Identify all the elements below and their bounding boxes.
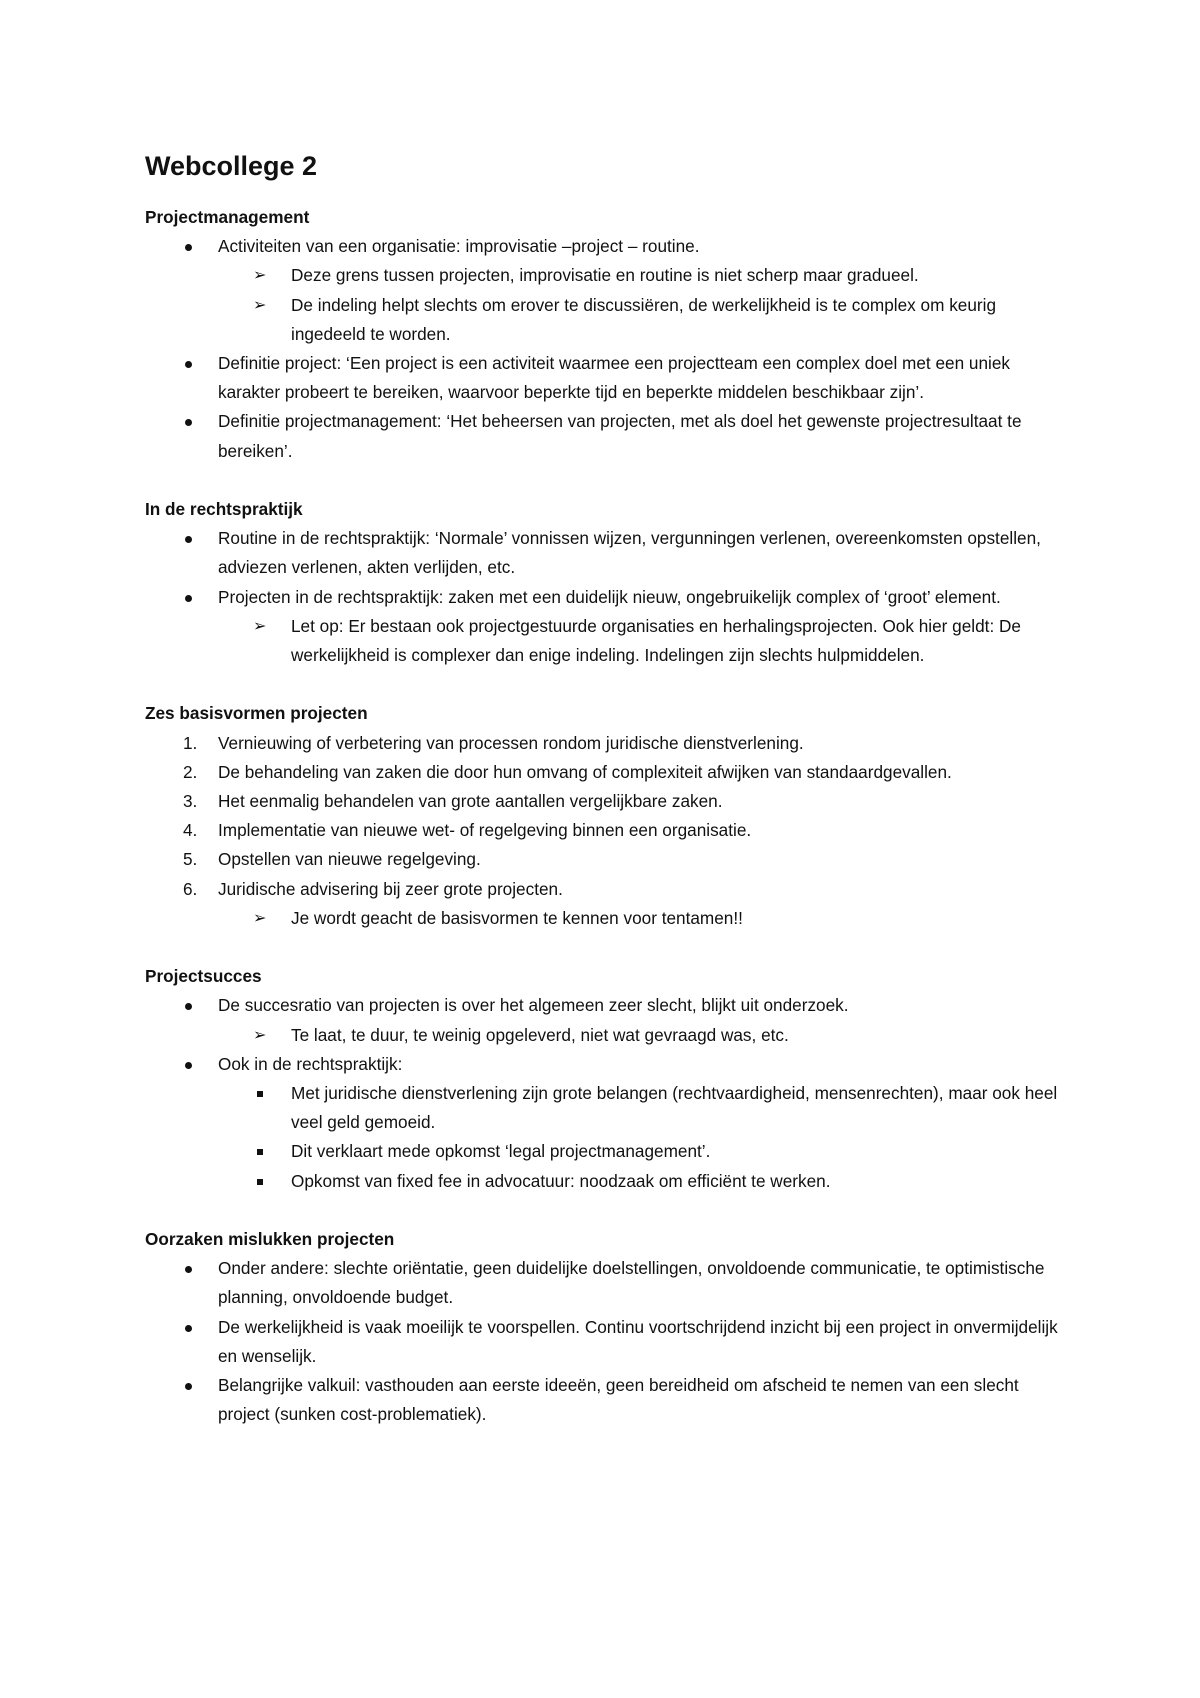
section-heading: Projectmanagement [145, 207, 310, 227]
list-item [145, 845, 1065, 874]
list-item-text: Vernieuwing of verbetering van processen rondom juridische dienstverlening. [218, 732, 804, 753]
list-item-text: Juridische advisering bij zeer grote projecten. [218, 878, 563, 899]
section-heading: Zes basisvormen projecten [145, 703, 368, 724]
list-number: 2. [183, 761, 198, 782]
list-item [145, 583, 1065, 612]
item-list [145, 524, 1065, 670]
section [145, 699, 1065, 933]
section-heading: Projectsucces [145, 966, 262, 987]
list-item-text: De indeling helpt slechts om erover te discussiëren, de werkelijkheid is te complex om keurig ingedeeld te worden. [291, 294, 997, 344]
list-item [145, 407, 1065, 465]
item-list [145, 1254, 1065, 1429]
list-item-text: Met juridische dienstverlening zijn grote belangen (rechtvaardigheid, mensenrechten), maar ook heel veel geld gemoeid. [291, 1083, 1058, 1133]
list-item-text: Definitie project: ‘Een project is een activiteit waarmee een projectteam een complex doel met een uniek karakter probeert te bereiken, waarvoor beperkte tijd en beperkte middelen beschikbaar zijn’. [218, 353, 1011, 403]
list-item [145, 1137, 1065, 1166]
arrow-bullet-icon: ➢ [253, 267, 267, 285]
list-number: 1. [183, 732, 198, 753]
list-number: 6. [183, 878, 198, 899]
list-item [145, 1254, 1065, 1312]
section-heading: Oorzaken mislukken projecten [145, 1229, 395, 1250]
list-number: 5. [183, 849, 198, 870]
list-item [145, 232, 1065, 261]
list-item [145, 875, 1065, 904]
list-item-text: De succesratio van projecten is over het algemeen zeer slecht, blijkt uit onderzoek. [218, 995, 849, 1016]
list-item-text: Onder andere: slechte oriëntatie, geen duidelijke doelstellingen, onvoldoende communicatie, te optimistische planning, onvoldoende budget. [218, 1258, 1045, 1308]
list-item-text: Belangrijke valkuil: vasthouden aan eerste ideeën, geen bereidheid om afscheid te nemen van een slecht project (sunken cost-problematiek). [218, 1375, 1019, 1425]
list-item [145, 787, 1065, 816]
section [145, 203, 1065, 466]
list-item-text: Let op: Er bestaan ook projectgestuurde organisaties en herhalingsprojecten. Ook hier geldt: De werkelijkheid is complexer dan enige indeling. Indelingen zijn slechts hulpmiddelen. [291, 615, 1021, 666]
list-item-text: Implementatie van nieuwe wet- of regelgeving binnen een organisatie. [218, 820, 752, 841]
list-item [145, 991, 1065, 1020]
item-list [145, 232, 1065, 466]
list-item [145, 612, 1065, 670]
arrow-bullet-icon: ➢ [253, 617, 267, 635]
list-item-text: Opkomst van fixed fee in advocatuur: noodzaak om efficiënt te werken. [291, 1170, 831, 1191]
list-item [145, 904, 1065, 933]
list-item [145, 1079, 1065, 1137]
section [145, 495, 1065, 670]
list-item-text: Activiteiten van een organisatie: improvisatie –project – routine. [218, 236, 700, 257]
list-item-text: De behandeling van zaken die door hun omvang of complexiteit afwijken van standaardgevallen. [218, 761, 952, 782]
list-item [145, 729, 1065, 758]
page-title: Webcollege 2 [145, 151, 318, 181]
section [145, 962, 1065, 1196]
item-list [145, 729, 1065, 933]
list-item-text: Het eenmalig behandelen van grote aantallen vergelijkbare zaken. [218, 791, 723, 812]
list-item-text: Je wordt geacht de basisvormen te kennen voor tentamen!! [291, 907, 743, 928]
list-number: 4. [183, 820, 198, 841]
document-body [145, 203, 1065, 1459]
section-heading: In de rechtspraktijk [145, 499, 303, 520]
list-item [145, 1167, 1065, 1196]
section [145, 1225, 1065, 1429]
list-item [145, 1313, 1065, 1371]
list-item [145, 349, 1065, 407]
arrow-bullet-icon: ➢ [253, 909, 267, 927]
list-item-text: Te laat, te duur, te weinig opgeleverd, niet wat gevraagd was, etc. [291, 1024, 789, 1045]
list-item-text: Ook in de rechtspraktijk: [218, 1053, 403, 1074]
arrow-bullet-icon: ➢ [253, 296, 267, 314]
list-item-text: Definitie projectmanagement: ‘Het beheersen van projecten, met als doel het gewenste projectresultaat te bereiken’. [218, 411, 1022, 461]
list-item [145, 291, 1065, 349]
list-item-text: Deze grens tussen projecten, improvisatie en routine is niet scherp maar gradueel. [291, 265, 919, 286]
item-list [145, 991, 1065, 1195]
list-item [145, 524, 1065, 582]
list-item-text: Opstellen van nieuwe regelgeving. [218, 849, 481, 870]
list-item-text: Dit verklaart mede opkomst ‘legal projectmanagement’. [291, 1141, 711, 1162]
arrow-bullet-icon: ➢ [253, 1026, 267, 1044]
list-item [145, 1021, 1065, 1050]
list-item [145, 261, 1065, 290]
list-item-text: De werkelijkheid is vaak moeilijk te voorspellen. Continu voortschrijdend inzicht bij een project in onvermijdelijk en wenselijk. [218, 1316, 1058, 1366]
list-item [145, 758, 1065, 787]
list-number: 3. [183, 791, 198, 812]
list-item [145, 816, 1065, 845]
list-item [145, 1371, 1065, 1429]
list-item-text: Routine in de rechtspraktijk: ‘Normale’ vonnissen wijzen, vergunningen verlenen, overeenkomsten opstellen, adviezen verlenen, akten verlijden, etc. [218, 528, 1041, 578]
list-item-text: Projecten in de rechtspraktijk: zaken met een duidelijk nieuw, ongebruikelijk complex of ‘groot’ element. [218, 586, 1001, 607]
list-item [145, 1050, 1065, 1079]
